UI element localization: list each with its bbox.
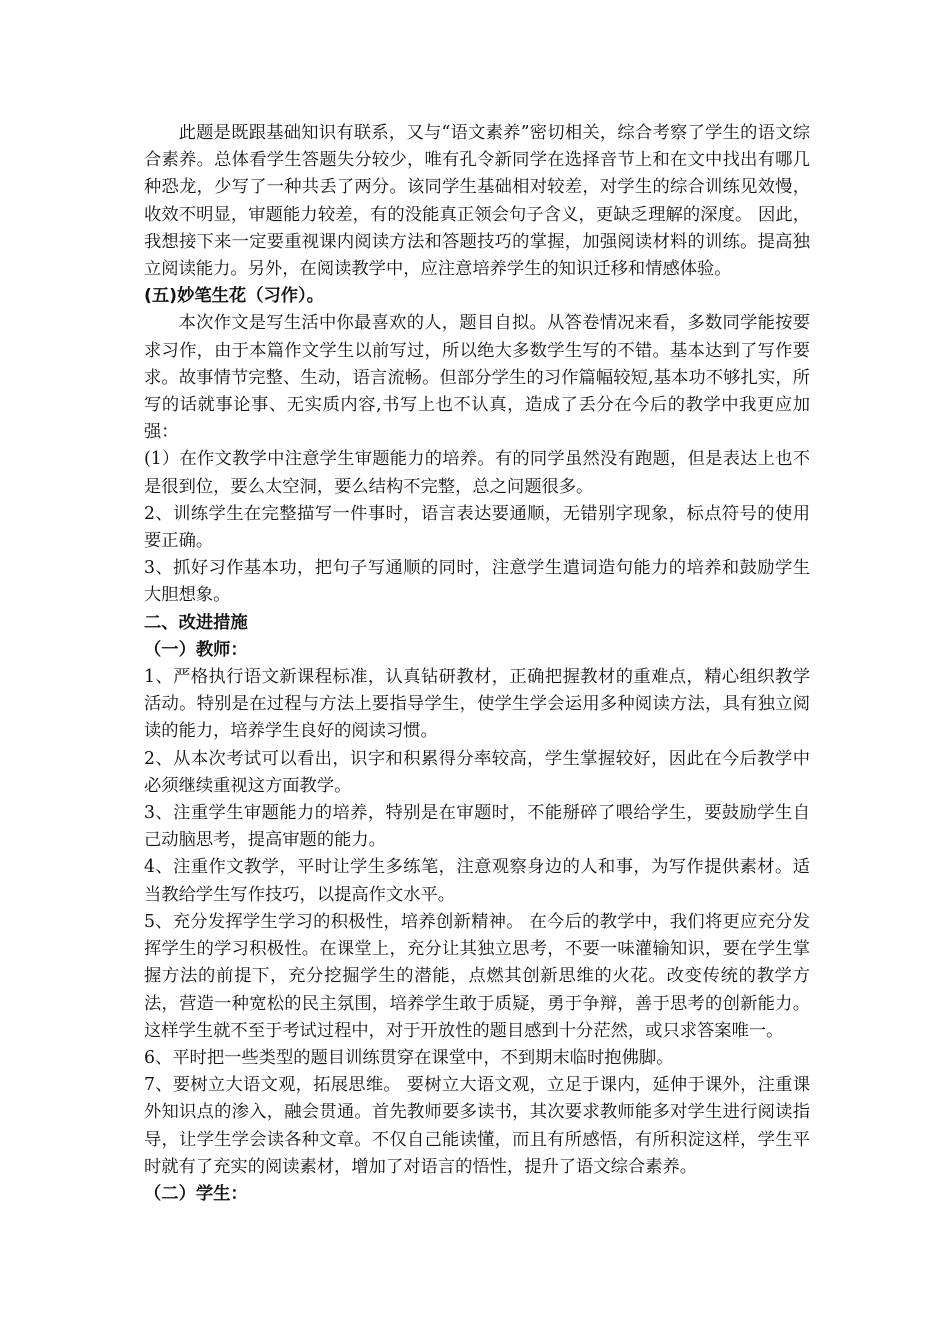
- list-item-teacher-6: 6、平时把一些类型的题目训练贯穿在课堂中，不到期末临时抱佛脚。: [144, 1047, 674, 1068]
- list-item-writing-1: (1）在作文教学中注意学生审题能力的培养。有的同学虽然没有跑题，但是表达上也不是很到位，要么太空洞，要么结构不完整，总之问题很多。: [144, 449, 810, 497]
- list-item-teacher-5: 5、充分发挥学生学习的积极性，培养创新精神。 在今后的教学中，我们将更应充分发挥学生的学习积极性。在课堂上，充分让其独立思考，不要一味灌输知识，要在学生掌握方法的前提下，充分挖掘学生的潜能，点燃其创新思维的火花。改变传统的教学方法，营造一种宽松的民主氛围，培养学生敢于质疑，勇于争辩，善于思考的创新能力。这样学生就不至于考试过程中，对于开放性的题目感到十分茫然，或只求答案唯一。: [144, 911, 810, 1041]
- heading-teacher: （一）教师：: [144, 639, 248, 660]
- list-item-teacher-3: 3、注重学生审题能力的培养，特别是在审题时，不能掰碎了喂给学生，要鼓励学生自己动脑思考，提高审题的能力。: [144, 803, 810, 851]
- document-body: [144, 120, 810, 1208]
- list-item-teacher-1: 1、严格执行语文新课程标准，认真钻研教材，正确把握教材的重难点，精心组织教学活动。特别是在过程与方法上要指导学生，使学生学会运用多种阅读方法，具有独立阅读的能力，培养学生良好的阅读习惯。: [144, 667, 810, 742]
- heading-student: （二）学生：: [144, 1183, 248, 1204]
- list-item-teacher-4: 4、注重作文教学，平时让学生多练笔，注意观察身边的人和事，为写作提供素材。适当教给学生写作技巧，以提高作文水平。: [144, 857, 810, 905]
- list-item-writing-2: 2、训练学生在完整描写一件事时，语言表达要通顺，无错别字现象，标点符号的使用要正确。: [144, 503, 810, 552]
- list-item-writing-3: 3、抓好习作基本功，把句子写通顺的同时，注意学生遣词造句能力的培养和鼓励学生大胆想象。: [144, 558, 810, 606]
- list-item-teacher-2: 2、从本次考试可以看出，识字和积累得分率较高，学生掌握较好，因此在今后教学中必须继续重视这方面教学。: [144, 748, 810, 796]
- paragraph-reading-analysis: 此题是既跟基础知识有联系，又与“语文素养”密切相关，综合考察了学生的语文综合素养。总体看学生答题失分较少，唯有孔令新同学在选择音节上和在文中找出有哪几种恐龙，少写了一种共丢了两分。该同学生基础相对较差，对学生的综合训练见效慢，收效不明显，审题能力较差，有的没能真正领会句子含义，更缺乏理解的深度。 因此，我想接下来一定要重视课内阅读方法和答题技巧的掌握，加强阅读材料的训练。提高独立阅读能力。另外，在阅读教学中，应注意培养学生的知识迁移和情感体验。: [144, 123, 810, 280]
- paragraph-writing-analysis: 本次作文是写生活中你最喜欢的人，题目自拟。从答卷情况来看，多数同学能按要求习作，由于本篇作文学生以前写过，所以绝大多数学生写的不错。基本达到了写作要求。故事情节完整、生动，语言流畅。但部分学生的习作篇幅较短,基本功不够扎实，所写的话就事论事、无实质内容,书写上也不认真，造成了丢分在今后的教学中我更应加强：: [144, 313, 810, 443]
- heading-writing-section: (五)妙笔生花（习作）。: [144, 286, 324, 307]
- heading-improvement-measures: 二、改进措施: [144, 612, 248, 633]
- list-item-teacher-7: 7、要树立大语文观，拓展思维。 要树立大语文观，立足于课内，延伸于课外，注重课外知识点的渗入，融会贯通。首先教师要多读书，其次要求教师能多对学生进行阅读指导，让学生学会读各种文章。不仅自己能读懂，而且有所感悟，有所积淀这样，学生平时就有了充实的阅读素材，增加了对语言的悟性，提升了语文综合素养。: [144, 1075, 810, 1177]
